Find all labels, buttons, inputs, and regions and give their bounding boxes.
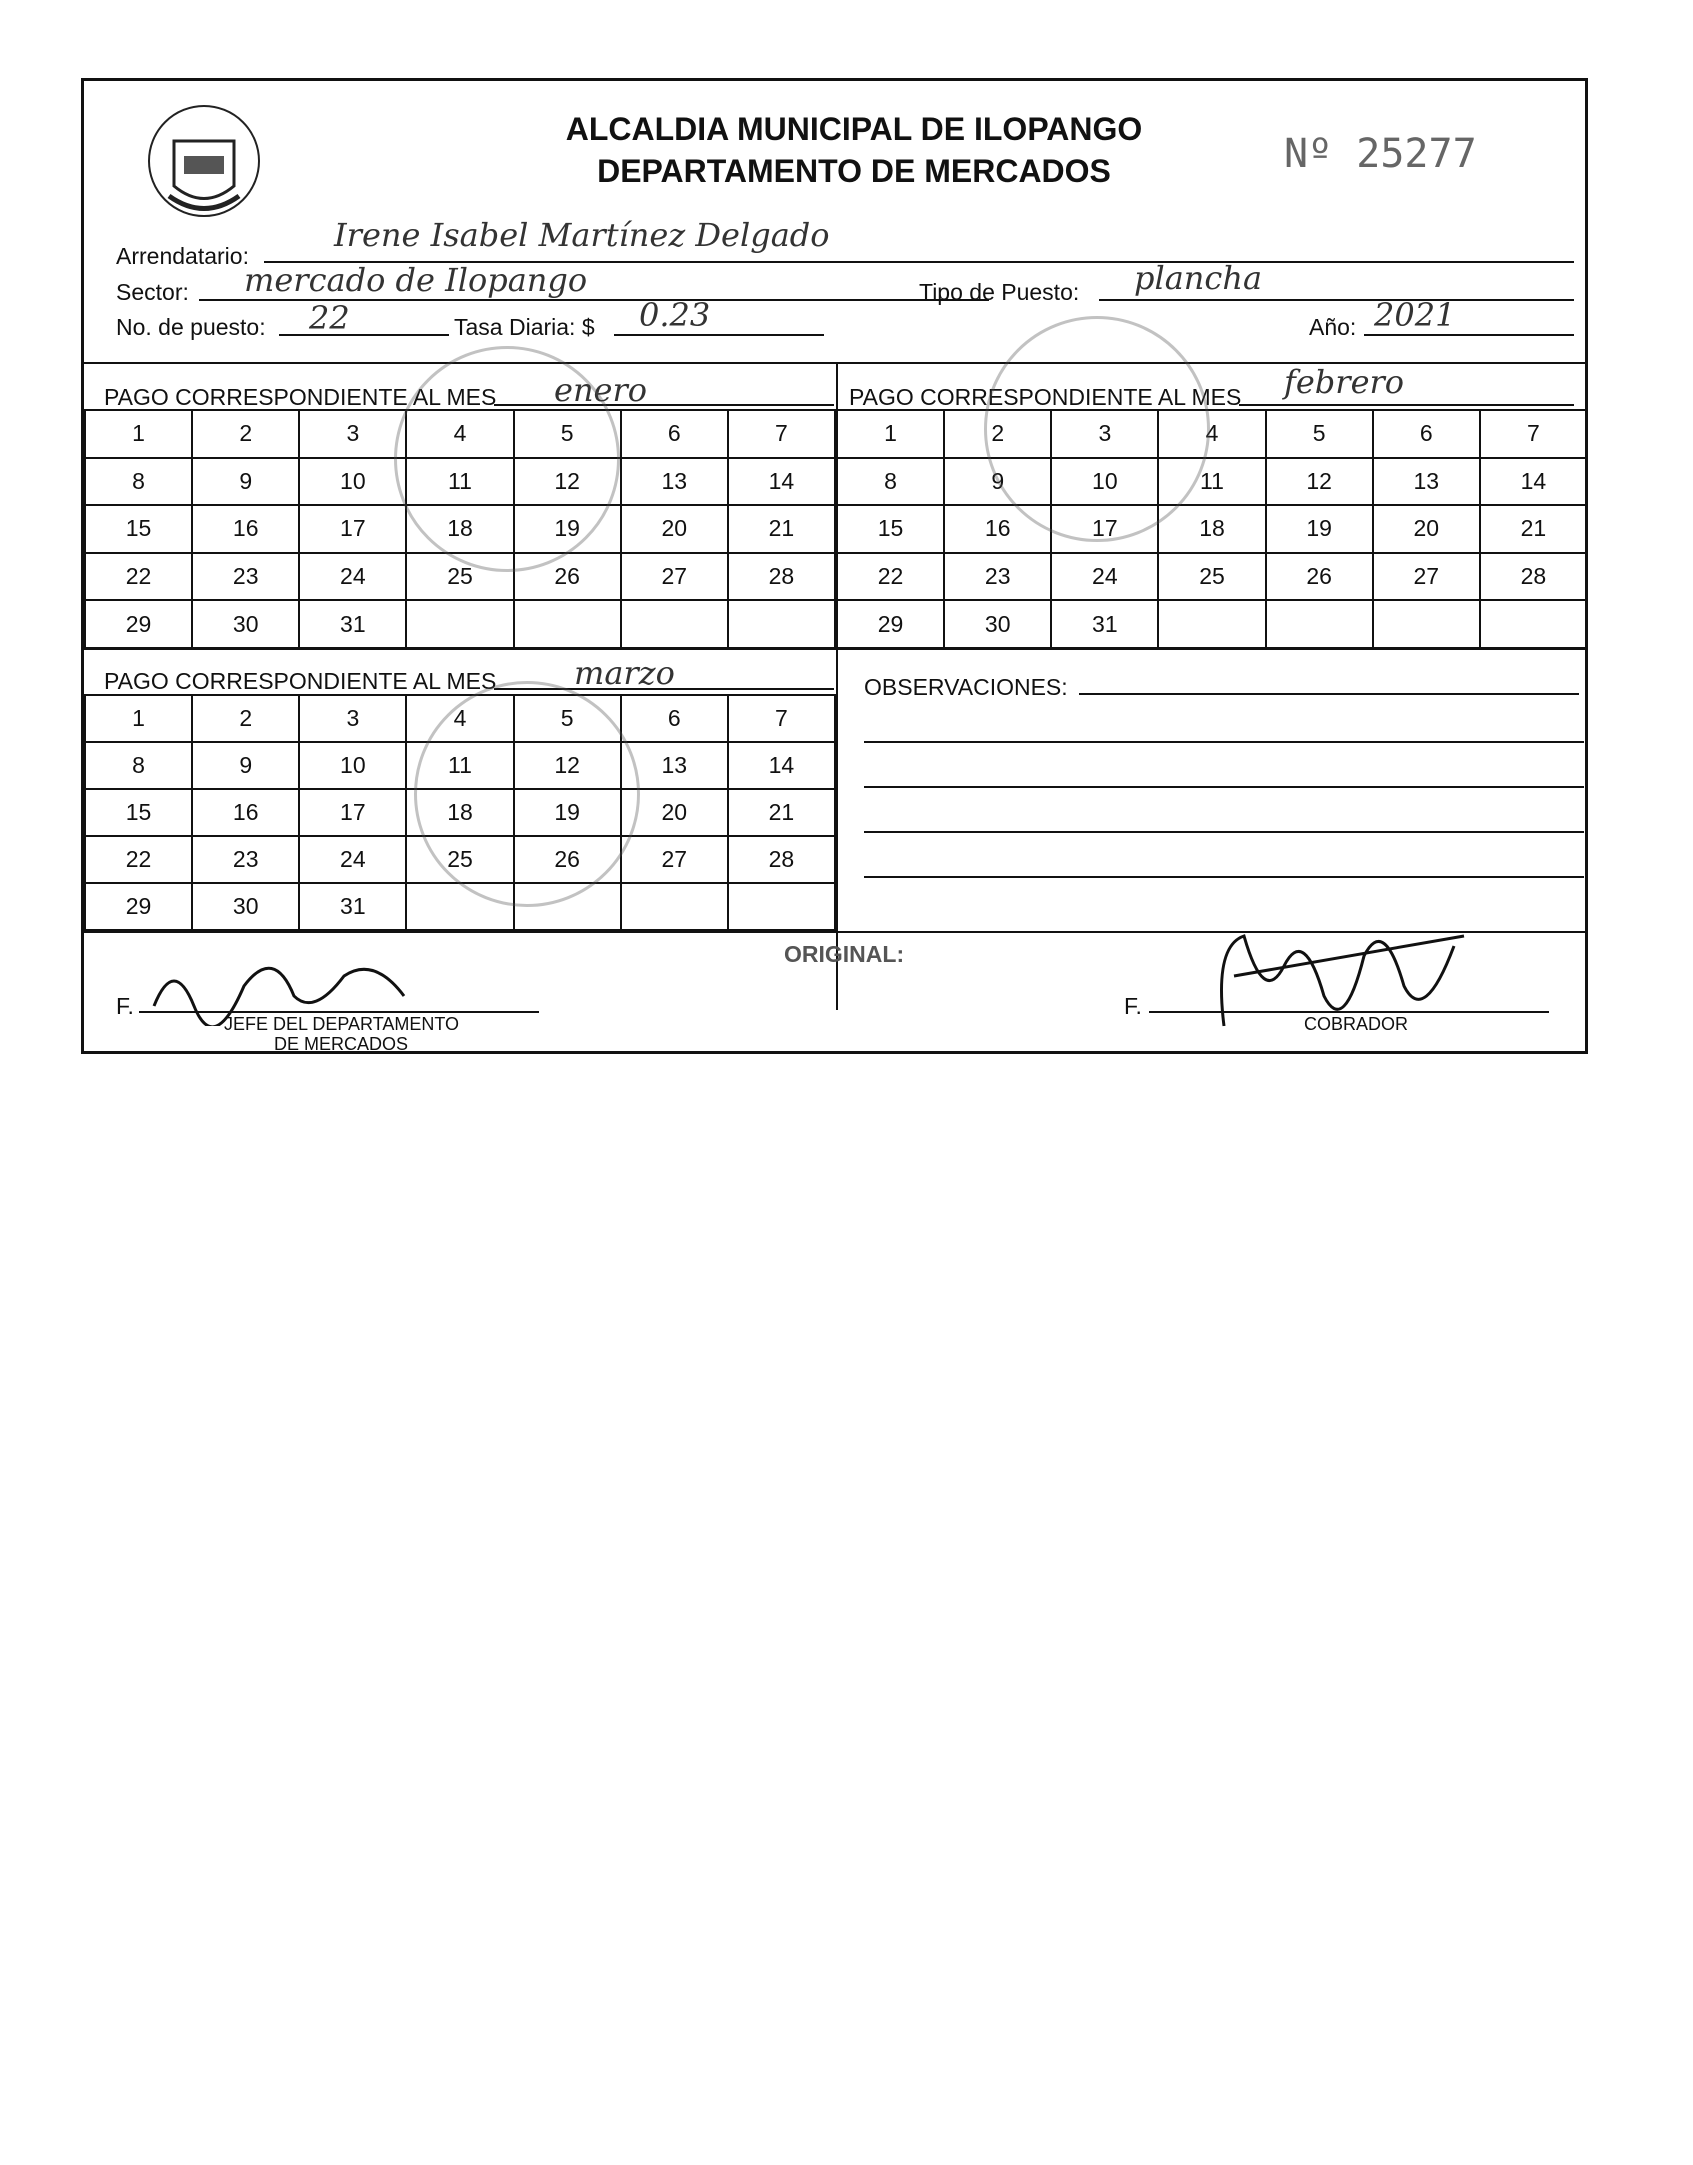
- observaciones-line-2: [864, 786, 1584, 788]
- day-cell: 18: [406, 505, 513, 553]
- day-cell: 11: [1158, 458, 1265, 506]
- day-cell: 27: [621, 553, 728, 601]
- day-cell: 18: [406, 789, 513, 836]
- day-cell: 8: [837, 458, 944, 506]
- day-cell: 14: [728, 458, 835, 506]
- observaciones-line-3: [864, 831, 1584, 833]
- day-cell: 5: [1266, 410, 1373, 458]
- day-cell: 3: [299, 695, 406, 742]
- grid-row: [837, 600, 1587, 648]
- day-cell: 7: [728, 410, 835, 458]
- day-cell: 2: [192, 695, 299, 742]
- day-cell: 22: [85, 553, 192, 601]
- stamp-marzo-icon: [414, 681, 640, 907]
- sector-label: Sector:: [116, 279, 189, 305]
- day-cell: 16: [192, 505, 299, 553]
- anio-label: Año:: [1309, 314, 1357, 340]
- day-cell: 31: [299, 600, 406, 648]
- day-cell: 17: [1051, 505, 1158, 553]
- day-cell: 10: [1051, 458, 1158, 506]
- month-marzo-name: marzo: [574, 654, 675, 692]
- day-cell: 28: [1480, 553, 1587, 601]
- f-left-label: F.: [116, 993, 134, 1019]
- day-cell: 12: [514, 742, 621, 789]
- day-cell: 25: [406, 836, 513, 883]
- day-cell: 20: [621, 505, 728, 553]
- day-cell: 14: [1480, 458, 1587, 506]
- day-cell: 23: [944, 553, 1051, 601]
- day-cell: 20: [1373, 505, 1480, 553]
- stamp-febrero-icon: [984, 316, 1210, 542]
- month-febrero-label: PAGO CORRESPONDIENTE AL MES: [849, 384, 1242, 410]
- day-cell: 19: [1266, 505, 1373, 553]
- tasa-label: Tasa Diaria: $: [454, 314, 595, 340]
- tipo-value: plancha: [1134, 259, 1263, 297]
- day-cell: 1: [837, 410, 944, 458]
- day-cell: 20: [621, 789, 728, 836]
- day-cell: 1: [85, 410, 192, 458]
- day-cell: 30: [944, 600, 1051, 648]
- day-cell: 31: [1051, 600, 1158, 648]
- day-cell: 22: [837, 553, 944, 601]
- cobrador-label: COBRADOR: [1304, 1014, 1409, 1034]
- day-cell: 19: [514, 789, 621, 836]
- folio-label: Nº: [1284, 131, 1333, 177]
- observaciones-label: OBSERVACIONES:: [864, 674, 1068, 700]
- day-cell: 26: [514, 836, 621, 883]
- day-cell: 9: [944, 458, 1051, 506]
- day-cell: [1480, 600, 1587, 648]
- observaciones-line-4: [864, 876, 1584, 878]
- day-cell: 15: [85, 789, 192, 836]
- grid-row: [837, 553, 1587, 601]
- municipal-seal-icon: [144, 101, 264, 221]
- day-cell: 16: [944, 505, 1051, 553]
- month-febrero-line: [1239, 404, 1574, 406]
- day-cell: 3: [1051, 410, 1158, 458]
- day-cell: 24: [299, 836, 406, 883]
- day-cell: 14: [728, 742, 835, 789]
- day-cell: [728, 600, 835, 648]
- title-line1: ALCALDIA MUNICIPAL DE ILOPANGO: [565, 111, 1143, 147]
- original-label: ORIGINAL:: [784, 941, 905, 967]
- day-cell: 6: [1373, 410, 1480, 458]
- jefe-line2: DE MERCADOS: [274, 1034, 409, 1054]
- day-cell: 29: [85, 883, 192, 930]
- observaciones-line-1: [864, 741, 1584, 743]
- day-cell: 13: [1373, 458, 1480, 506]
- grid-row: [837, 505, 1587, 553]
- day-cell: 21: [1480, 505, 1587, 553]
- day-cell: 21: [728, 789, 835, 836]
- day-cell: 9: [192, 742, 299, 789]
- day-cell: 23: [192, 553, 299, 601]
- day-cell: 25: [1158, 553, 1265, 601]
- day-cell: 23: [192, 836, 299, 883]
- day-cell: 7: [728, 695, 835, 742]
- day-cell: 13: [621, 742, 728, 789]
- grid-row: [837, 458, 1587, 506]
- day-cell: [1158, 600, 1265, 648]
- day-cell: 8: [85, 742, 192, 789]
- grid-row: [837, 410, 1587, 458]
- tipo-label: Tipo de Puesto:: [919, 279, 1080, 305]
- day-cell: 10: [299, 458, 406, 506]
- day-cell: 27: [621, 836, 728, 883]
- day-cell: [621, 600, 728, 648]
- jefe-signature-icon: [144, 936, 444, 1026]
- month-febrero-name: febrero: [1284, 363, 1405, 401]
- day-cell: [621, 883, 728, 930]
- month-marzo-label: PAGO CORRESPONDIENTE AL MES: [104, 668, 497, 694]
- tipo-line: [1099, 299, 1574, 301]
- day-cell: 31: [299, 883, 406, 930]
- tasa-value: 0.23: [639, 296, 711, 334]
- arrendatario-value: Irene Isabel Martínez Delgado: [334, 216, 830, 254]
- day-cell: 30: [192, 600, 299, 648]
- title-line2: DEPARTAMENTO DE MERCADOS: [597, 153, 1111, 189]
- folio: [1284, 131, 1477, 177]
- day-cell: 27: [1373, 553, 1480, 601]
- day-cell: 26: [514, 553, 621, 601]
- day-cell: 17: [299, 505, 406, 553]
- day-cell: 6: [621, 695, 728, 742]
- day-cell: 24: [1051, 553, 1158, 601]
- day-cell: 11: [406, 458, 513, 506]
- day-cell: 26: [1266, 553, 1373, 601]
- day-cell: 28: [728, 553, 835, 601]
- day-cell: 18: [1158, 505, 1265, 553]
- day-cell: 5: [514, 410, 621, 458]
- day-cell: 30: [192, 883, 299, 930]
- day-cell: 29: [85, 600, 192, 648]
- day-cell: 7: [1480, 410, 1587, 458]
- month-febrero-grid: [836, 409, 1588, 649]
- jefe-line1: JEFE DEL DEPARTAMENTO: [224, 1014, 460, 1034]
- day-cell: 12: [514, 458, 621, 506]
- day-cell: 15: [837, 505, 944, 553]
- month-enero-name: enero: [554, 371, 648, 409]
- grid-row: [85, 883, 835, 930]
- day-cell: 4: [406, 695, 513, 742]
- sector-value: mercado de Ilopango: [244, 261, 588, 299]
- day-cell: 22: [85, 836, 192, 883]
- folio-number: 25277: [1356, 131, 1477, 177]
- observaciones-line-0: [1079, 693, 1579, 695]
- day-cell: 21: [728, 505, 835, 553]
- day-cell: [514, 600, 621, 648]
- day-cell: 4: [1158, 410, 1265, 458]
- day-cell: 1: [85, 695, 192, 742]
- day-cell: 2: [944, 410, 1051, 458]
- day-cell: 2: [192, 410, 299, 458]
- puesto-label: No. de puesto:: [116, 314, 266, 340]
- day-cell: 24: [299, 553, 406, 601]
- f-right-label: F.: [1124, 993, 1142, 1019]
- receipt-card: [81, 78, 1588, 1054]
- day-cell: 15: [85, 505, 192, 553]
- stamp-enero-icon: [394, 346, 620, 572]
- day-cell: 12: [1266, 458, 1373, 506]
- day-cell: 28: [728, 836, 835, 883]
- day-cell: 5: [514, 695, 621, 742]
- day-cell: [1266, 600, 1373, 648]
- day-cell: 17: [299, 789, 406, 836]
- day-cell: 3: [299, 410, 406, 458]
- arrendatario-label: Arrendatario:: [116, 243, 249, 269]
- day-cell: 9: [192, 458, 299, 506]
- day-cell: 6: [621, 410, 728, 458]
- day-cell: 16: [192, 789, 299, 836]
- day-cell: 10: [299, 742, 406, 789]
- puesto-line: [279, 334, 449, 336]
- day-cell: [1373, 600, 1480, 648]
- tasa-line: [614, 334, 824, 336]
- day-cell: [406, 600, 513, 648]
- anio-line: [1364, 334, 1574, 336]
- day-cell: 25: [406, 553, 513, 601]
- grid-row: [85, 600, 835, 648]
- day-cell: 4: [406, 410, 513, 458]
- day-cell: 11: [406, 742, 513, 789]
- cobrador-signature-icon: [1204, 906, 1484, 1046]
- day-cell: 13: [621, 458, 728, 506]
- day-cell: [728, 883, 835, 930]
- day-cell: 19: [514, 505, 621, 553]
- day-cell: 8: [85, 458, 192, 506]
- anio-value: 2021: [1374, 296, 1456, 334]
- puesto-value: 22: [309, 299, 350, 337]
- month-enero-label: PAGO CORRESPONDIENTE AL MES: [104, 384, 497, 410]
- day-cell: 29: [837, 600, 944, 648]
